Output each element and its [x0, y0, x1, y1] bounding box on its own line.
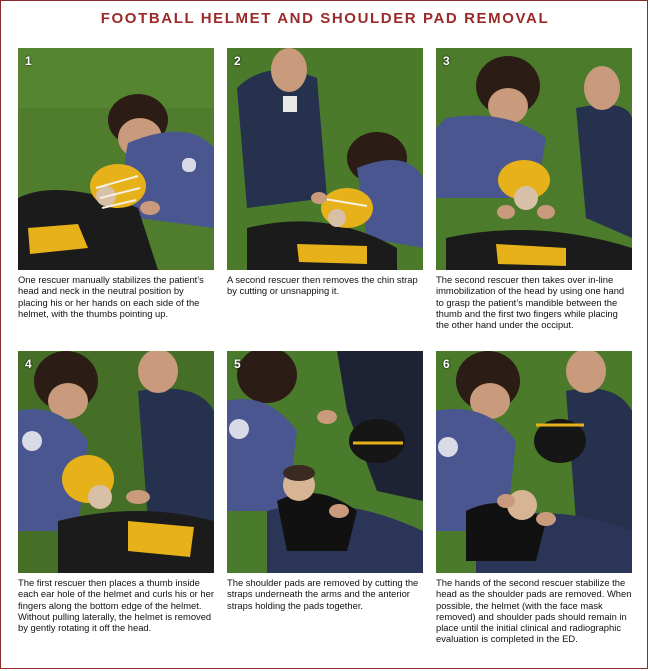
step-panel-1	[18, 48, 214, 319]
step-photo-1	[18, 48, 214, 270]
photo-2-illustration	[227, 48, 423, 270]
step-number-1: 1	[25, 54, 32, 68]
figure-title: FOOTBALL HELMET AND SHOULDER PAD REMOVAL	[100, 10, 550, 27]
step-number-3: 3	[443, 54, 450, 68]
step-photo-5	[227, 351, 423, 573]
step-caption-4: The first rescuer then places a thumb inside each ear hole of the helmet and curls his or her fingers along the bottom edge of the helmet. Without pulling laterally, the helmet is removed by gently rotating it off the head.	[18, 577, 214, 634]
step-number-2: 2	[234, 54, 241, 68]
step-number-6: 6	[443, 357, 450, 371]
step-panel-5	[227, 351, 423, 611]
step-caption-5: The shoulder pads are removed by cutting the straps underneath the arms and the anterior straps holding the pads together.	[227, 577, 419, 611]
photo-1-illustration	[18, 48, 214, 270]
step-panel-6	[436, 351, 632, 645]
step-panel-4	[18, 351, 214, 633]
step-photo-3	[436, 48, 632, 270]
step-photo-2	[227, 48, 423, 270]
step-caption-1: One rescuer manually stabilizes the patient’s head and neck in the neutral position by placing his or her hands on each side of the helmet, with the thumbs pointing up.	[18, 274, 204, 319]
photo-6-illustration	[436, 351, 632, 573]
step-photo-4	[18, 351, 214, 573]
step-caption-3: The second rescuer then takes over in-line immobilization of the head by using one hand to grasp the patient’s mandible between the thumb and the first two fingers while placing the other hand under the occiput.	[436, 274, 625, 331]
step-number-5: 5	[234, 357, 241, 371]
step-number-4: 4	[25, 357, 32, 371]
photo-5-illustration	[227, 351, 423, 573]
step-caption-6: The hands of the second rescuer stabilize the head as the shoulder pads are removed. When possible, the helmet (with the face mask removed) and shoulder pads should remain in place until the initial clinical and radiographic evaluation is completed in the ED.	[436, 577, 632, 645]
photo-3-illustration	[436, 48, 632, 270]
step-photo-6	[436, 351, 632, 573]
step-panel-2	[227, 48, 423, 297]
step-caption-2: A second rescuer then removes the chin strap by cutting or unsnapping it.	[227, 274, 418, 297]
photo-4-illustration	[18, 351, 214, 573]
step-panel-3	[436, 48, 632, 330]
